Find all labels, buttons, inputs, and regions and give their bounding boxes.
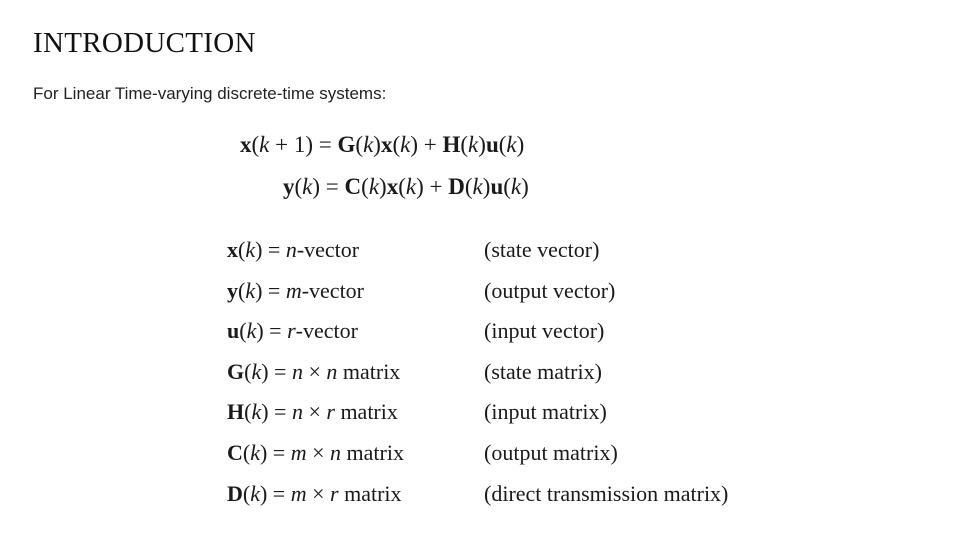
definition-formula: D(k) = m × r matrix [227,480,402,506]
definition-description: (input matrix) [484,399,607,425]
state-equation: x(k + 1) = G(k)x(k) + H(k)u(k) [240,132,525,157]
slide-title: INTRODUCTION [33,27,256,59]
definition-description: (output matrix) [484,439,618,465]
definition-description: (input vector) [484,318,605,344]
definition-formula: x(k) = n-vector [227,237,360,262]
definition-formula: y(k) = m-vector [227,277,365,303]
definition-description: (output vector) [484,277,616,303]
definition-formula: u(k) = r-vector [227,318,358,344]
definition-description: (state matrix) [484,358,602,384]
definition-description: (state vector) [484,237,600,262]
definition-formula: C(k) = m × n matrix [227,439,404,465]
definition-description: (direct transmission matrix) [484,480,729,506]
slide-subtitle: For Linear Time-varying discrete-time systems: [33,84,387,103]
definition-formula: G(k) = n × n matrix [227,358,401,384]
output-equation: y(k) = C(k)x(k) + D(k)u(k) [283,174,529,199]
definition-formula: H(k) = n × r matrix [227,399,398,425]
